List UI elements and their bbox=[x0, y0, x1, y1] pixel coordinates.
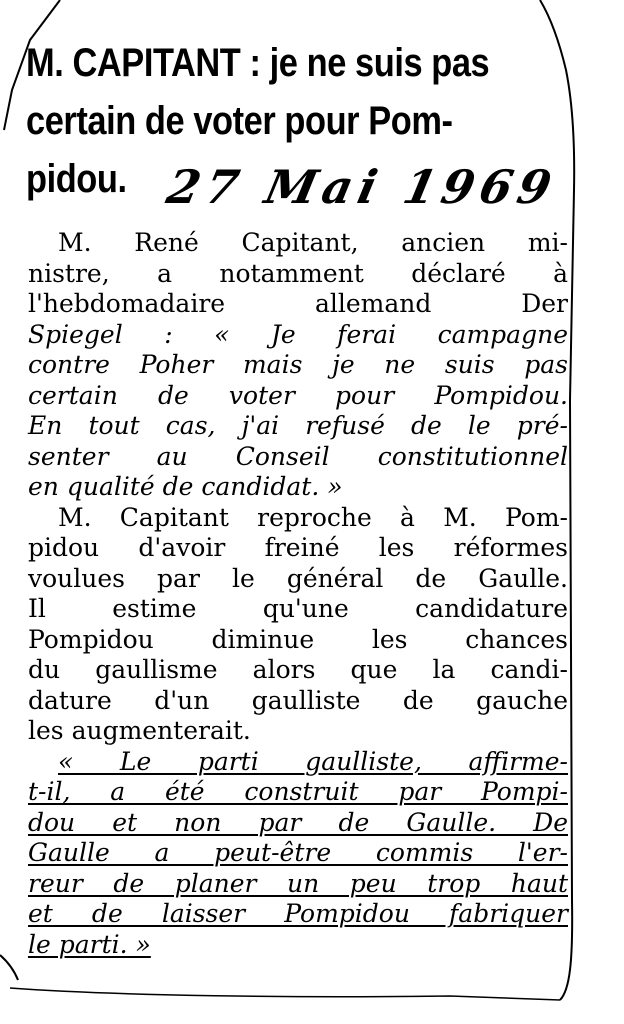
body-line: l'hebdomadaire allemand Der bbox=[28, 289, 568, 318]
body-line: « Le parti gaulliste, affirme- bbox=[58, 746, 568, 776]
body-line: dou et non par de Gaulle. De bbox=[28, 807, 568, 837]
body-line: voulues par le général de Gaulle. bbox=[28, 563, 568, 593]
body-line: M. Capitant reproche à M. Pom- bbox=[58, 502, 568, 532]
article-body bbox=[28, 228, 568, 960]
body-line: le parti. » bbox=[28, 929, 151, 959]
body-line: Spiegel : « Je ferai campagne bbox=[28, 319, 568, 349]
body-line: et de laisser Pompidou fabriquer bbox=[28, 899, 568, 928]
body-line: t-il, a été construit par Pompi- bbox=[28, 777, 568, 806]
body-line: En tout cas, j'ai refusé de le pré- bbox=[28, 411, 568, 440]
body-line: contre Poher mais je ne suis pas bbox=[28, 350, 568, 379]
body-line: M. René Capitant, ancien mi- bbox=[58, 228, 568, 257]
body-line: Gaulle a peut-être commis l'er- bbox=[28, 838, 568, 867]
body-line: Pompidou diminue les chances bbox=[28, 624, 568, 654]
headline-line: pidou. bbox=[26, 157, 127, 201]
headline-line: M. CAPITANT : je ne suis pas bbox=[26, 41, 490, 85]
body-line: les augmenterait. bbox=[28, 716, 251, 745]
headline-line: certain de voter pour Pom- bbox=[26, 99, 453, 143]
body-line: pidou d'avoir freiné les réformes bbox=[28, 533, 568, 562]
body-line: senter au Conseil constitutionnel bbox=[28, 441, 568, 471]
body-line: certain de voter pour Pompidou. bbox=[28, 380, 568, 410]
body-line: Il estime qu'une candidature bbox=[28, 594, 568, 623]
body-line: nistre, a notamment déclaré à bbox=[28, 258, 568, 288]
handwritten-date: 27 Mai 1969 bbox=[162, 160, 563, 214]
body-line: dature d'un gaulliste de gauche bbox=[28, 685, 568, 715]
body-line: reur de planer un peu trop haut bbox=[28, 868, 568, 898]
body-line: du gaullisme alors que la candi- bbox=[28, 655, 568, 684]
body-line: en qualité de candidat. » bbox=[28, 472, 343, 501]
